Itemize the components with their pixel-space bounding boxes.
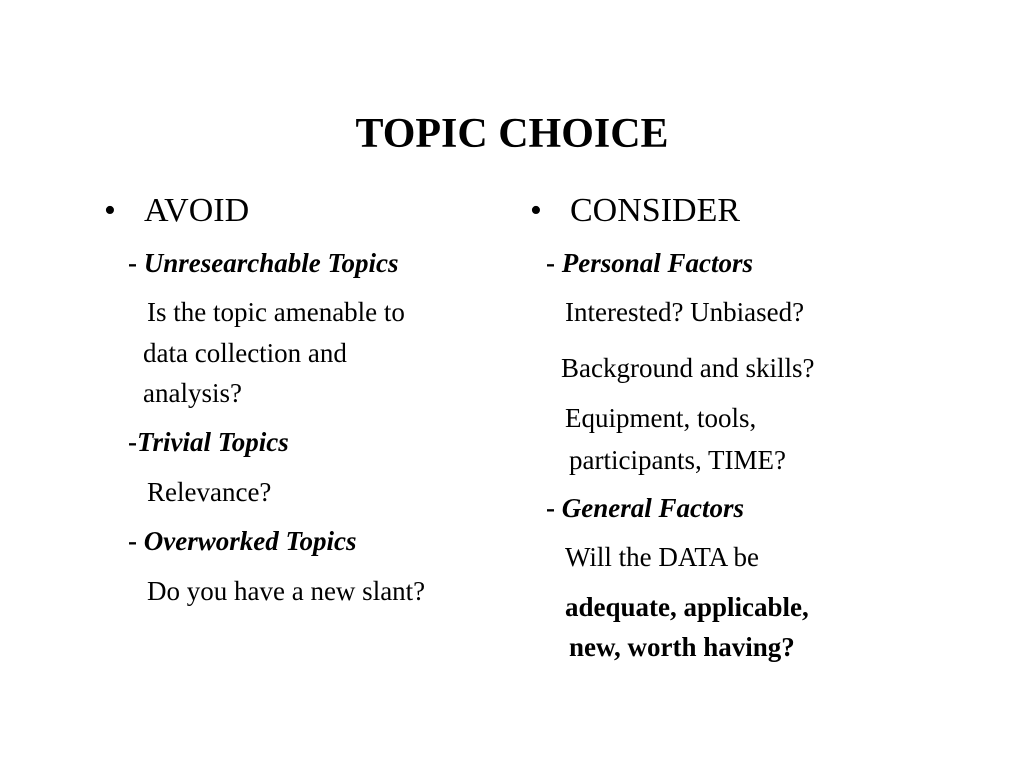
personal-factors-line-1: Interested? Unbiased? — [565, 297, 805, 327]
slide-title: TOPIC CHOICE — [355, 111, 669, 157]
bullet-icon: • — [104, 192, 116, 229]
overworked-topics-subheading: - Overworked Topics — [128, 526, 357, 556]
personal-factors-subheading: - Personal Factors — [546, 248, 754, 278]
personal-factors-line-2: Background and skills? — [561, 353, 815, 383]
overworked-topics-text: Do you have a new slant? — [147, 576, 426, 606]
bullet-icon: • — [530, 192, 542, 229]
avoid-heading-row — [104, 194, 249, 228]
general-factors-bold-line-2: new, worth having? — [569, 632, 795, 662]
general-factors-bold-line-1: adequate, applicable, — [565, 592, 809, 622]
general-factors-subheading: - General Factors — [546, 493, 744, 523]
trivial-topics-subheading: -Trivial Topics — [128, 427, 289, 457]
personal-factors-line-3: Equipment, tools, — [565, 403, 757, 433]
consider-heading-row — [530, 194, 740, 228]
unresearchable-text-line-1: Is the topic amenable to — [147, 297, 405, 327]
unresearchable-topics-subheading: - Unresearchable Topics — [128, 248, 399, 278]
avoid-heading: AVOID — [144, 192, 250, 229]
unresearchable-text-line-3: analysis? — [143, 378, 242, 408]
consider-heading: CONSIDER — [570, 192, 741, 229]
unresearchable-text-line-2: data collection and — [143, 338, 347, 368]
general-factors-line-1: Will the DATA be — [565, 542, 759, 572]
personal-factors-line-4: participants, TIME? — [569, 445, 786, 475]
trivial-topics-text: Relevance? — [147, 477, 272, 507]
